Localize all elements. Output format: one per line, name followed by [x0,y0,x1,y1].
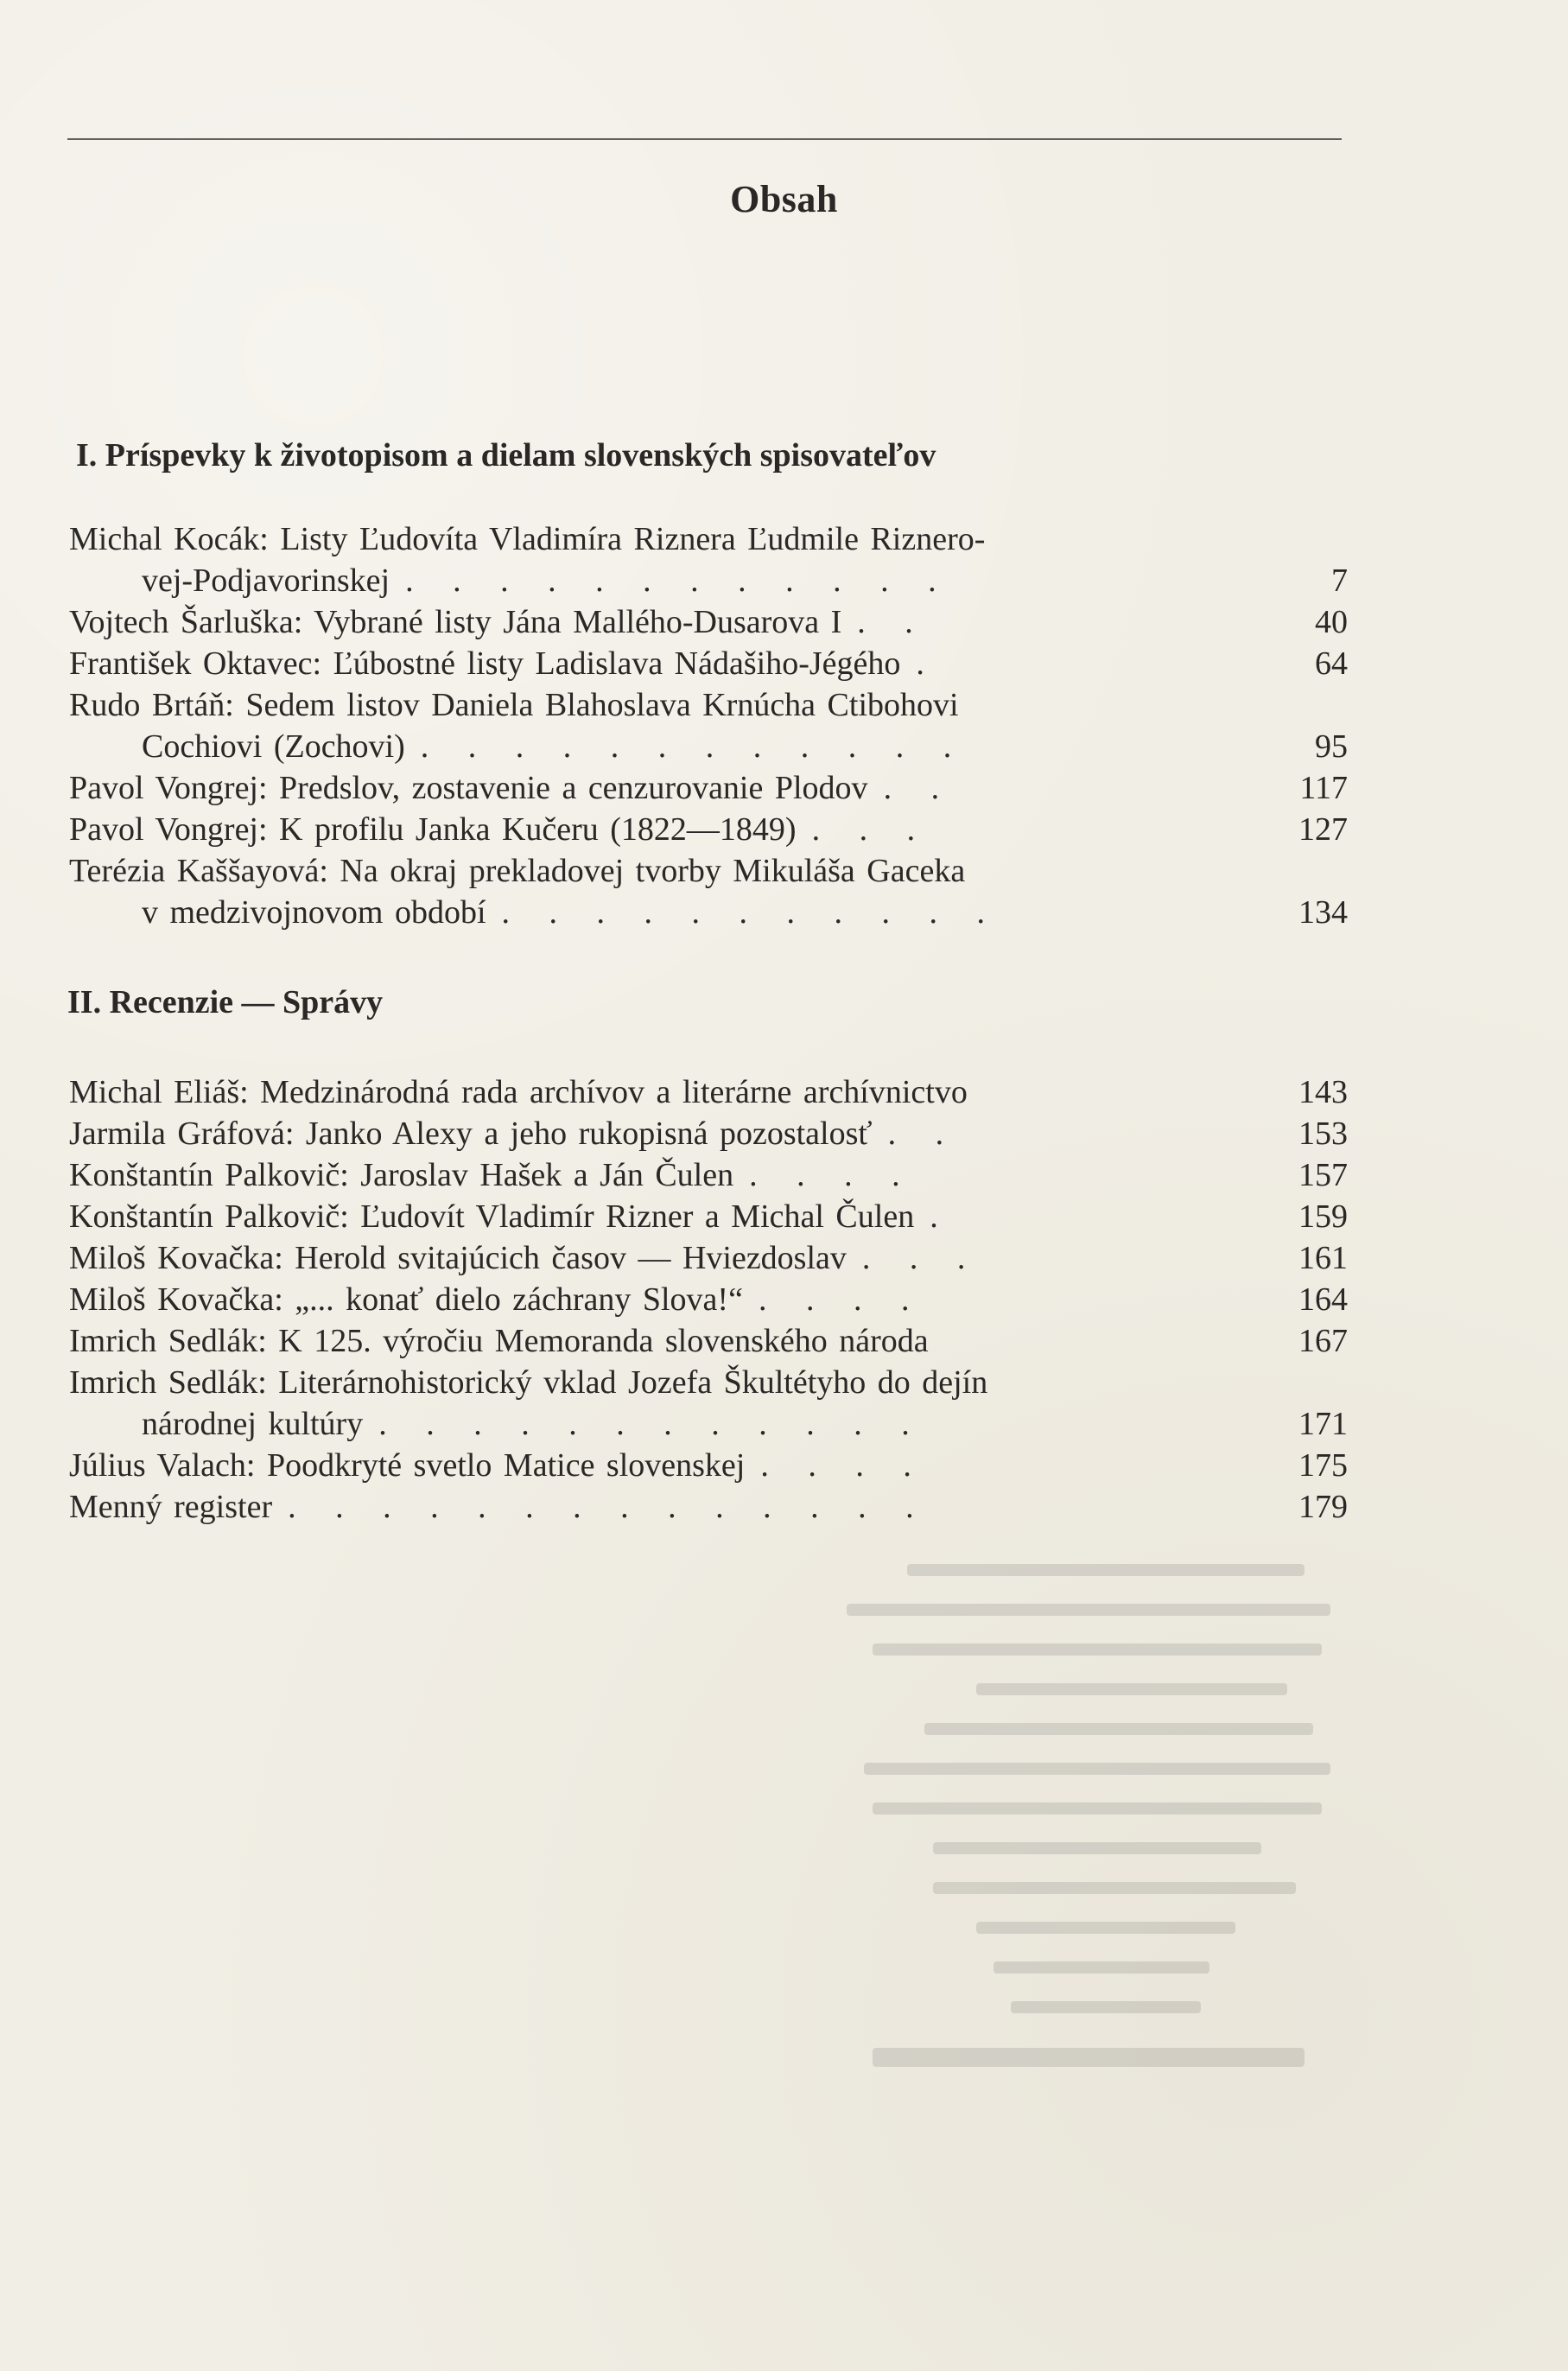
entry-text: Michal Kocák: Listy Ľudovíta Vladimíra Riznera Ľudmile Riznero- [69,521,986,557]
entry-line [69,1196,1348,1237]
leader-dots: . . [887,1116,960,1152]
toc-entry [69,1445,1348,1486]
entry-line [69,809,1348,850]
toc-entry [69,1113,1348,1154]
entry-line [69,643,1348,684]
toc-entry [69,1154,1348,1196]
page-number: 167 [1298,1323,1348,1359]
section-2-entries [69,1071,1348,1528]
leader-dots: . . . [861,1240,981,1276]
toc-entry [69,1196,1348,1237]
section-1-entries [69,518,1348,933]
toc-entry [69,684,1348,767]
leader-dots: . . . . [749,1157,916,1193]
page-number: 164 [1298,1281,1348,1318]
entry-text: Rudo Brtáň: Sedem listov Daniela Blahoslava Krnúcha Ctibohovi [69,687,959,723]
entry-line [69,1486,1348,1528]
entry-line [69,1071,1348,1113]
entry-text: Pavol Vongrej: K profilu Janka Kučeru (1822—1849) [69,811,797,848]
entry-line [69,767,1348,809]
entry-line [69,1362,1348,1403]
leader-dots: . . . . . . . . . . . . [420,728,968,765]
page-number: 179 [1298,1489,1348,1525]
page-number: 161 [1298,1240,1348,1276]
page-number: 95 [1315,728,1348,765]
entry-text: Pavol Vongrej: Predslov, zostavenie a cenzurovanie Plodov [69,770,868,806]
leader-dots: . . . . . . . . . . . . [405,563,952,599]
page-number: 7 [1331,563,1348,599]
toc-entry [69,850,1348,933]
page-number: 64 [1315,645,1348,682]
entry-text: Miloš Kovačka: „... konať dielo záchrany Slova!“ [69,1281,743,1318]
entry-text: národnej kultúry [142,1406,364,1442]
entry-line [69,850,1348,892]
section-heading-1: I. Príspevky k životopisom a dielam slovenských spisovateľov [76,437,936,474]
leader-dots: . . . . [760,1447,927,1484]
leader-dots: . . . . . . . . . . . . . . [288,1489,930,1525]
entry-line [69,601,1348,643]
page-number: 153 [1298,1116,1348,1152]
leader-dots: . . . . . . . . . . . . [378,1406,925,1442]
top-rule [67,138,1342,140]
page-number: 171 [1298,1406,1348,1442]
toc-entry [69,1486,1348,1528]
entry-line [69,1154,1348,1196]
entry-line [69,1237,1348,1279]
entry-text: Jarmila Gráfová: Janko Alexy a jeho rukopisná pozostalosť [69,1116,873,1152]
toc-entry [69,601,1348,643]
page-number: 134 [1298,894,1348,931]
entry-line [69,892,1348,933]
entry-line [69,684,1348,726]
entry-line [69,518,1348,560]
page-number: 143 [1298,1074,1348,1110]
toc-entry [69,1071,1348,1113]
leader-dots: . [916,645,940,682]
bleed-through-texture [803,1547,1339,2100]
leader-dots: . . . . . . . . . . . [501,894,1001,931]
entry-text: Menný register [69,1489,273,1525]
entry-text: Vojtech Šarluška: Vybrané listy Jána Mallého-Dusarova I [69,604,842,640]
entry-text: Július Valach: Poodkryté svetlo Matice slovenskej [69,1447,746,1484]
entry-text: Imrich Sedlák: K 125. výročiu Memoranda slovenského národa [69,1323,929,1359]
entry-text: vej-Podjavorinskej [142,563,390,599]
toc-entry [69,643,1348,684]
section-heading-2: II. Recenzie — Správy [67,984,384,1020]
entry-text: Michal Eliáš: Medzinárodná rada archívov a literárne archívnictvo [69,1074,968,1110]
toc-entry [69,809,1348,850]
toc-entry [69,1279,1348,1320]
page-number: 117 [1299,770,1348,806]
page-number: 157 [1298,1157,1348,1193]
leader-dots: . . [883,770,955,806]
toc-entry [69,767,1348,809]
toc-entry [69,518,1348,601]
entry-line [69,560,1348,601]
entry-text: Miloš Kovačka: Herold svitajúcich časov — Hviezdoslav [69,1240,847,1276]
page-number: 159 [1298,1198,1348,1235]
entry-line [69,1279,1348,1320]
entry-line [69,1445,1348,1486]
entry-text: v medzivojnovom období [142,894,486,931]
toc-entry [69,1362,1348,1445]
entry-text: František Oktavec: Ľúbostné listy Ladislava Nádašiho-Jégého [69,645,901,682]
entry-line [69,1113,1348,1154]
entry-text: Konštantín Palkovič: Ľudovít Vladimír Rizner a Michal Čulen [69,1198,915,1235]
toc-entry [69,1320,1348,1362]
page-number: 127 [1298,811,1348,848]
leader-dots: . [930,1198,954,1235]
entry-line [69,1320,1348,1362]
page-number: 40 [1315,604,1348,640]
entry-line [69,726,1348,767]
leader-dots: . . . [811,811,931,848]
entry-text: Konštantín Palkovič: Jaroslav Hašek a Ján Čulen [69,1157,734,1193]
leader-dots: . . . . [758,1281,925,1318]
entry-line [69,1403,1348,1445]
leader-dots: . . [857,604,929,640]
entry-text: Terézia Kaššayová: Na okraj prekladovej tvorby Mikuláša Gaceka [69,853,966,889]
page-title: Obsah [730,178,838,220]
toc-entry [69,1237,1348,1279]
entry-text: Cochiovi (Zochovi) [142,728,405,765]
page-number: 175 [1298,1447,1348,1484]
entry-text: Imrich Sedlák: Literárnohistorický vklad Jozefa Škultétyho do dejín [69,1364,988,1401]
